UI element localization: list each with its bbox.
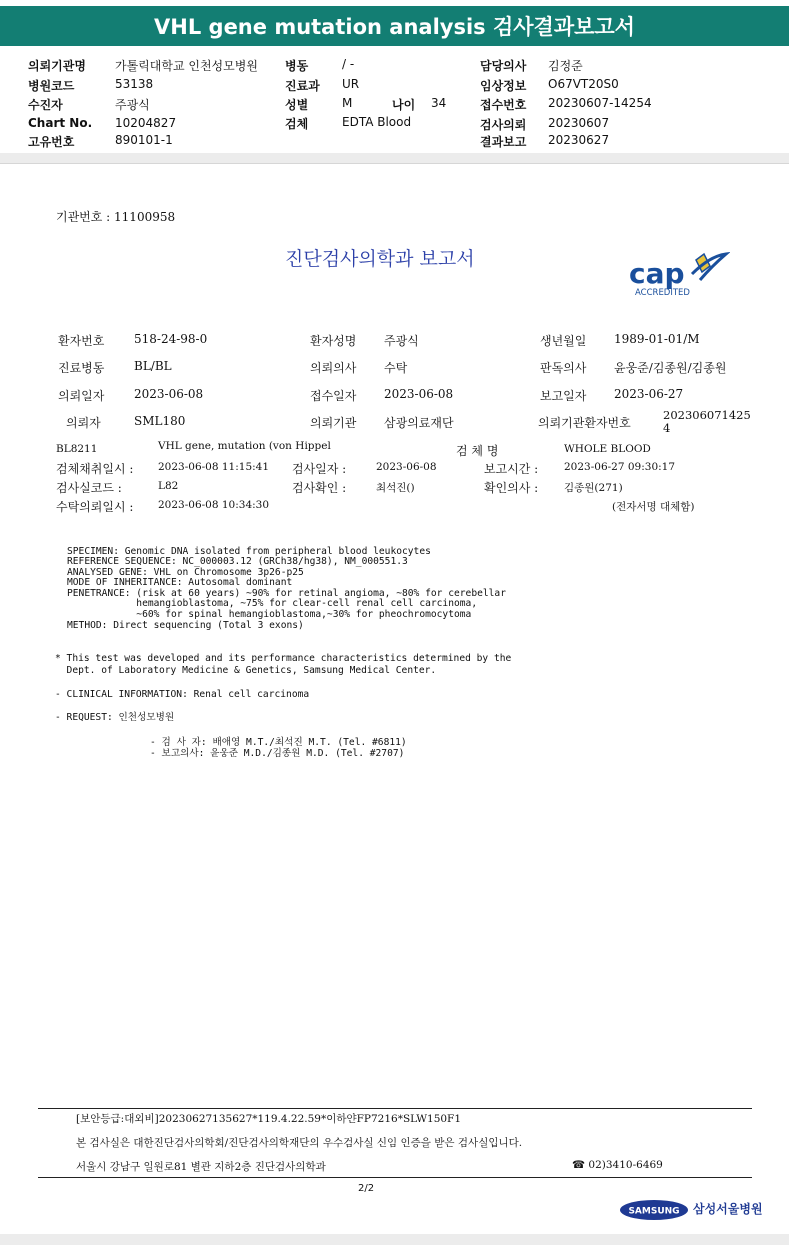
header-label: 접수번호 (480, 98, 527, 112)
header-value: / - (342, 57, 355, 71)
staff-line: - 검 사 자: 배애영 M.T./최석진 M.T. (Tel. #6811) (150, 737, 407, 748)
info-value-continued: 4 (663, 421, 671, 435)
cap-logo-text: cap (629, 257, 685, 290)
hospital-name: 삼성서울병원 (693, 1202, 763, 1216)
header-separator-line (0, 163, 789, 164)
header-label: 병동 (285, 59, 309, 73)
info-label: 생년월일 (540, 334, 587, 348)
samsung-logo-text: SAMSUNG (628, 1206, 680, 1217)
report-title: VHL gene mutation analysis 검사결과보고서 (0, 6, 789, 46)
header-label: 담당의사 (480, 59, 527, 73)
report-line: METHOD: Direct sequencing (Total 3 exons) (67, 620, 304, 631)
info-value: 2023-06-08 (384, 387, 454, 401)
header-value: EDTA Blood (342, 115, 412, 129)
note-line: Dept. of Laboratory Medicine & Genetics, Samsung Medical Center. (55, 665, 437, 676)
info-value: 2023-06-27 (614, 387, 684, 401)
info-label: 진료병동 (58, 361, 105, 375)
header-value: 가톨릭대학교 인천성모병원 (115, 59, 258, 73)
info-value: BL/BL (134, 359, 172, 373)
report-line: ANALYSED GENE: VHL on Chromosome 3p26-p25 (67, 567, 304, 578)
confirm-label: 검사확인 : (292, 481, 347, 495)
header-label: 성별 (285, 98, 309, 112)
header-label: 의뢰기관명 (28, 59, 86, 73)
info-label: 의뢰기관 (310, 416, 357, 430)
header-label: 병원코드 (28, 79, 75, 93)
collect-value: 2023-06-08 11:15:41 (158, 461, 270, 473)
institution-number: 기관번호 : 11100958 (56, 210, 176, 224)
info-label: 환자번호 (58, 334, 105, 348)
header-value: M (342, 96, 353, 110)
request-time-value: 2023-06-08 10:34:30 (158, 499, 270, 511)
lab-code-value: L82 (158, 480, 179, 492)
samsung-logo-graphic (619, 1199, 689, 1221)
report-line: hemangioblastoma, ~75% for clear-cell renal cell carcinoma, (67, 598, 478, 609)
phone-number: ☎ 02)3410-6469 (572, 1159, 663, 1171)
staff-line: - 보고의사: 윤웅준 M.D./김종원 M.D. (Tel. #2707) (150, 748, 405, 759)
info-label: 의뢰의사 (310, 361, 357, 375)
report-time-value: 2023-06-27 09:30:17 (564, 461, 676, 473)
footer-rule (38, 1177, 752, 1178)
report-line: MODE OF INHERITANCE: Autosomal dominant (67, 577, 293, 588)
specimen-value: WHOLE BLOOD (564, 443, 651, 455)
collect-label: 검체채취일시 : (56, 462, 134, 476)
cap-logo-graphic (626, 252, 730, 298)
test-code: BL8211 (56, 443, 98, 455)
page-number: 2/2 (358, 1183, 375, 1194)
info-label: 판독의사 (540, 361, 587, 375)
report-line: SPECIMEN: Genomic DNA isolated from peripheral blood leukocytes (67, 546, 431, 557)
info-value: 삼광의료재단 (384, 416, 454, 430)
info-value: 202306071425 (663, 408, 751, 422)
header-label: Chart No. (28, 116, 93, 130)
header-value: 20230627 (548, 133, 610, 147)
header-label: 검사의뢰 (480, 118, 527, 132)
header-label: 고유번호 (28, 135, 75, 149)
note-line: * This test was developed and its performance characteristics determined by the (55, 653, 512, 664)
header-value: 주광식 (115, 98, 150, 112)
request-line: - REQUEST: 인천성모병원 (55, 712, 175, 723)
clinical-information: - CLINICAL INFORMATION: Renal cell carcinoma (55, 689, 310, 700)
header-value: 890101-1 (115, 133, 173, 147)
header-value: 20230607 (548, 116, 610, 130)
header-label: 나이 (392, 98, 416, 112)
report-line: REFERENCE SEQUENCE: NC_000003.12 (GRCh38/hg38), NM_000551.3 (67, 556, 408, 567)
specimen-label: 검 체 명 (456, 444, 499, 458)
header-value: 20230607-14254 (548, 96, 652, 110)
test-date-label: 검사일자 : (292, 462, 347, 476)
header-value: 34 (431, 96, 447, 110)
document-title: 진단검사의학과 보고서 (285, 248, 475, 270)
header-value: 김정준 (548, 59, 583, 73)
confirm-doctor-label: 확인의사 : (484, 481, 539, 495)
confirm-value: 최석진() (376, 482, 415, 494)
header-value: UR (342, 77, 360, 91)
info-value: 1989-01-01/M (614, 332, 700, 346)
test-date-value: 2023-06-08 (376, 461, 437, 473)
info-label: 보고일자 (540, 389, 587, 403)
report-time-label: 보고시간 : (484, 462, 539, 476)
bottom-bar (0, 1234, 789, 1245)
report-line: ~60% for spinal hemangioblastoma,~30% for pheochromocytoma (67, 609, 472, 620)
cap-accredited-logo (626, 252, 730, 298)
request-time-label: 수탁의뢰일시 : (56, 500, 134, 514)
info-label: 의뢰기관환자번호 (538, 416, 631, 430)
info-label: 접수일자 (310, 389, 357, 403)
test-name: VHL gene, mutation (von Hippel (158, 440, 331, 452)
report-line: PENETRANCE: (risk at 60 years) ~90% for retinal angioma, ~80% for cerebellar (67, 588, 506, 599)
footer-rule (38, 1108, 752, 1109)
header-label: 진료과 (285, 79, 320, 93)
header-value: O67VT20S0 (548, 77, 619, 91)
certification-line: 본 검사실은 대한진단검사의학회/진단검사의학재단의 우수검사실 신임 인증을 받은 검사실입니다. (76, 1137, 523, 1149)
info-label: 의뢰자 (66, 416, 101, 430)
info-label: 의뢰일자 (58, 389, 105, 403)
info-value: SML180 (134, 414, 186, 428)
info-value: 주광식 (384, 334, 419, 348)
info-label: 환자성명 (310, 334, 357, 348)
lab-code-label: 검사실코드 : (56, 481, 122, 495)
address-line: 서울시 강남구 일원로81 별관 지하2층 진단검사의학과 (76, 1161, 326, 1173)
header-label: 결과보고 (480, 135, 527, 149)
header-value: 10204827 (115, 116, 177, 130)
confirm-doctor-value: 김종원(271) (564, 482, 623, 494)
esign-note: (전자서명 대체함) (612, 501, 695, 513)
header-label: 임상정보 (480, 79, 527, 93)
info-value: 수탁 (384, 361, 408, 375)
header-value: 53138 (115, 77, 154, 91)
cap-logo-subtext: ACCREDITED (635, 288, 690, 298)
header-separator (0, 153, 789, 163)
header-label: 검체 (285, 117, 309, 131)
samsung-logo (619, 1199, 689, 1221)
info-value: 518-24-98-0 (134, 332, 208, 346)
header-label: 수진자 (28, 98, 63, 112)
info-value: 2023-06-08 (134, 387, 204, 401)
security-line: [보안등급:대외비]20230627135627*119.4.22.59*이하얀FP7216*SLW150F1 (76, 1113, 462, 1125)
info-value: 윤웅준/김종원/김종원 (614, 361, 727, 375)
